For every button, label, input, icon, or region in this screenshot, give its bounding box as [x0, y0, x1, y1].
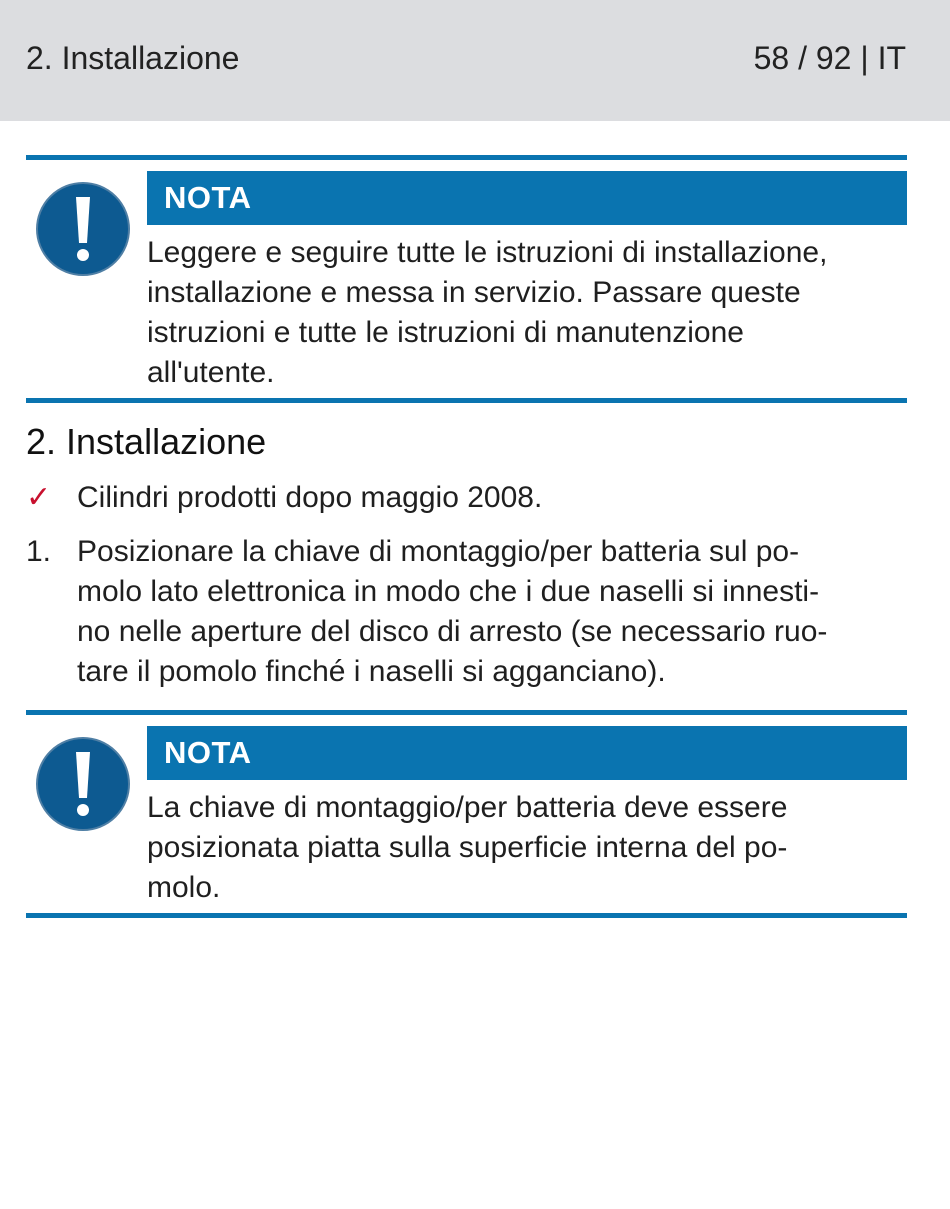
note-text-line: posizionata piatta sulla superficie interna del po- — [147, 831, 788, 864]
exclamation-circle-icon — [35, 736, 131, 832]
step-text-line: molo lato elettronica in modo che i due naselli si innesti- — [77, 575, 820, 608]
header-section-title: 2. Installazione — [26, 40, 240, 76]
header-page-number: 58 / 92 | IT — [753, 40, 906, 76]
requirement-item — [26, 478, 907, 518]
note-text-line: La chiave di montaggio/per batteria deve essere — [147, 791, 788, 824]
page-content — [26, 121, 907, 918]
page-header — [0, 0, 950, 121]
checkmark-icon: ✓ — [26, 481, 52, 514]
section-heading: 2. Installazione — [26, 421, 267, 462]
requirement-text: Cilindri prodotti dopo maggio 2008. — [77, 481, 543, 514]
note-label: NOTA — [147, 171, 907, 225]
note-box — [26, 155, 907, 403]
step-text-line: no nelle aperture del disco di arresto (se necessario ruo- — [77, 615, 828, 648]
note-box — [26, 710, 907, 918]
note-text-line: Leggere e seguire tutte le istruzioni di installazione, — [147, 236, 828, 269]
step-item — [26, 532, 907, 692]
note-text-line: installazione e messa in servizio. Passare queste — [147, 276, 801, 309]
note-text — [147, 225, 907, 398]
exclamation-circle-icon — [35, 181, 131, 277]
note-label: NOTA — [147, 726, 907, 780]
note-text-line: istruzioni e tutte le istruzioni di manutenzione — [147, 316, 744, 349]
note-text-line: molo. — [147, 871, 221, 904]
note-text — [147, 780, 907, 913]
step-number: 1. — [26, 535, 52, 568]
step-text-line: tare il pomolo finché i naselli si agganciano). — [77, 655, 666, 688]
note-text-line: all'utente. — [147, 356, 275, 389]
step-text-line: Posizionare la chiave di montaggio/per batteria sul po- — [77, 535, 800, 568]
